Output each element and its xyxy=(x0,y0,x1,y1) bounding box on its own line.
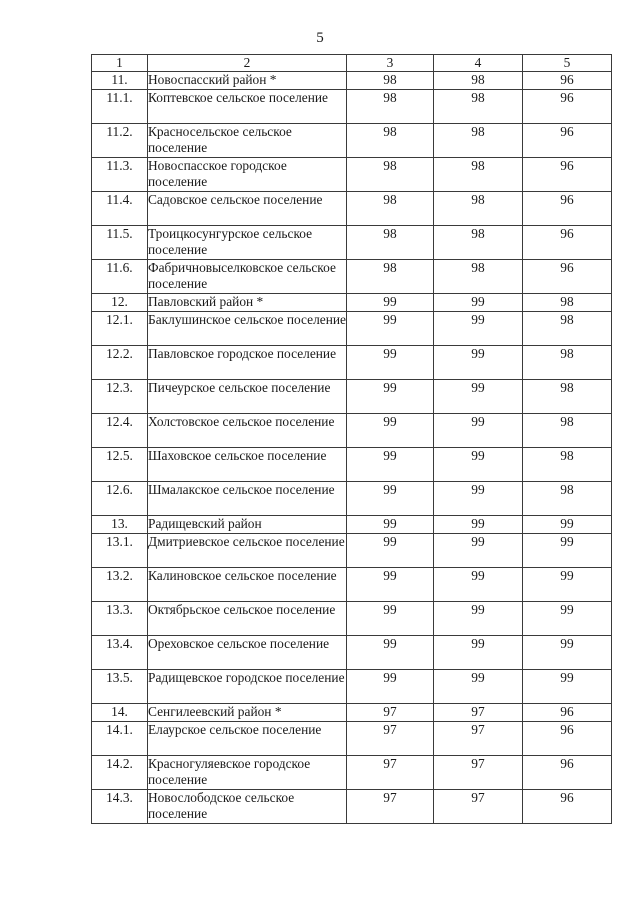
value-cell-col4: 97 xyxy=(434,756,523,790)
row-name-cell: Новослободское сельское поселение xyxy=(148,790,347,824)
settlement-row xyxy=(92,482,612,516)
value-cell-col3: 98 xyxy=(347,158,434,192)
row-name-cell: Новоспасский район * xyxy=(148,72,347,90)
settlement-row xyxy=(92,756,612,790)
value-cell-col5: 98 xyxy=(523,482,612,516)
settlement-row xyxy=(92,90,612,124)
value-cell-col3: 99 xyxy=(347,294,434,312)
value-cell-col5: 96 xyxy=(523,756,612,790)
value-cell-col5: 96 xyxy=(523,226,612,260)
value-cell-col4: 99 xyxy=(434,534,523,568)
value-cell-col3: 99 xyxy=(347,380,434,414)
column-header: 5 xyxy=(523,55,612,72)
value-cell-col5: 99 xyxy=(523,602,612,636)
row-name-cell: Красносельское сельское поселение xyxy=(148,124,347,158)
value-cell-col4: 99 xyxy=(434,670,523,704)
value-cell-col3: 99 xyxy=(347,414,434,448)
value-cell-col4: 97 xyxy=(434,704,523,722)
value-cell-col4: 99 xyxy=(434,602,523,636)
value-cell-col5: 96 xyxy=(523,90,612,124)
value-cell-col5: 98 xyxy=(523,312,612,346)
column-header: 2 xyxy=(148,55,347,72)
district-row xyxy=(92,516,612,534)
district-row xyxy=(92,72,612,90)
value-cell-col4: 99 xyxy=(434,516,523,534)
value-cell-col3: 99 xyxy=(347,482,434,516)
column-header: 1 xyxy=(92,55,148,72)
row-number-cell: 12.6. xyxy=(92,482,148,516)
row-name-cell: Ореховское сельское поселение xyxy=(148,636,347,670)
row-name-cell: Баклушинское сельское поселение xyxy=(148,312,347,346)
value-cell-col5: 98 xyxy=(523,380,612,414)
value-cell-col3: 99 xyxy=(347,534,434,568)
settlement-row xyxy=(92,722,612,756)
value-cell-col3: 98 xyxy=(347,124,434,158)
row-name-cell: Пичеурское сельское поселение xyxy=(148,380,347,414)
value-cell-col3: 99 xyxy=(347,602,434,636)
value-cell-col3: 99 xyxy=(347,346,434,380)
value-cell-col5: 96 xyxy=(523,704,612,722)
row-number-cell: 11.1. xyxy=(92,90,148,124)
value-cell-col4: 99 xyxy=(434,448,523,482)
value-cell-col5: 96 xyxy=(523,722,612,756)
row-number-cell: 12. xyxy=(92,294,148,312)
value-cell-col4: 99 xyxy=(434,312,523,346)
settlement-row xyxy=(92,346,612,380)
settlement-row xyxy=(92,790,612,824)
row-name-cell: Холстовское сельское поселение xyxy=(148,414,347,448)
value-cell-col5: 96 xyxy=(523,72,612,90)
row-name-cell: Октябрьское сельское поселение xyxy=(148,602,347,636)
value-cell-col5: 99 xyxy=(523,516,612,534)
value-cell-col3: 98 xyxy=(347,90,434,124)
settlement-row xyxy=(92,602,612,636)
row-name-cell: Шмалакское сельское поселение xyxy=(148,482,347,516)
value-cell-col5: 96 xyxy=(523,790,612,824)
row-number-cell: 13.4. xyxy=(92,636,148,670)
row-number-cell: 11.6. xyxy=(92,260,148,294)
value-cell-col5: 99 xyxy=(523,568,612,602)
row-number-cell: 13.1. xyxy=(92,534,148,568)
row-name-cell: Павловский район * xyxy=(148,294,347,312)
value-cell-col3: 97 xyxy=(347,704,434,722)
value-cell-col4: 99 xyxy=(434,414,523,448)
value-cell-col3: 97 xyxy=(347,722,434,756)
value-cell-col5: 98 xyxy=(523,448,612,482)
row-number-cell: 11.3. xyxy=(92,158,148,192)
row-name-cell: Садовское сельское поселение xyxy=(148,192,347,226)
value-cell-col5: 96 xyxy=(523,260,612,294)
row-name-cell: Троицкосунгурское сельское поселение xyxy=(148,226,347,260)
column-header: 3 xyxy=(347,55,434,72)
value-cell-col3: 97 xyxy=(347,790,434,824)
value-cell-col4: 98 xyxy=(434,158,523,192)
row-number-cell: 14.2. xyxy=(92,756,148,790)
row-name-cell: Калиновское сельское поселение xyxy=(148,568,347,602)
row-name-cell: Павловское городское поселение xyxy=(148,346,347,380)
row-number-cell: 12.2. xyxy=(92,346,148,380)
row-name-cell: Дмитриевское сельское поселение xyxy=(148,534,347,568)
value-cell-col4: 98 xyxy=(434,226,523,260)
table-header-row xyxy=(92,55,612,72)
row-number-cell: 12.1. xyxy=(92,312,148,346)
value-cell-col5: 99 xyxy=(523,534,612,568)
value-cell-col5: 98 xyxy=(523,294,612,312)
settlement-row xyxy=(92,192,612,226)
data-table xyxy=(91,54,612,824)
value-cell-col3: 98 xyxy=(347,72,434,90)
settlement-row xyxy=(92,312,612,346)
row-number-cell: 13.3. xyxy=(92,602,148,636)
row-name-cell: Радищевский район xyxy=(148,516,347,534)
value-cell-col4: 99 xyxy=(434,568,523,602)
settlement-row xyxy=(92,158,612,192)
row-name-cell: Красногуляевское городское поселение xyxy=(148,756,347,790)
value-cell-col3: 99 xyxy=(347,670,434,704)
value-cell-col3: 99 xyxy=(347,516,434,534)
value-cell-col4: 98 xyxy=(434,260,523,294)
value-cell-col5: 96 xyxy=(523,124,612,158)
value-cell-col5: 98 xyxy=(523,414,612,448)
settlement-row xyxy=(92,448,612,482)
row-name-cell: Коптевское сельское поселение xyxy=(148,90,347,124)
column-header: 4 xyxy=(434,55,523,72)
value-cell-col4: 98 xyxy=(434,72,523,90)
value-cell-col5: 96 xyxy=(523,158,612,192)
value-cell-col4: 99 xyxy=(434,346,523,380)
value-cell-col3: 99 xyxy=(347,312,434,346)
settlement-row xyxy=(92,226,612,260)
value-cell-col4: 99 xyxy=(434,380,523,414)
value-cell-col4: 98 xyxy=(434,124,523,158)
settlement-row xyxy=(92,380,612,414)
row-name-cell: Новоспасское городское поселение xyxy=(148,158,347,192)
value-cell-col5: 96 xyxy=(523,192,612,226)
value-cell-col4: 97 xyxy=(434,722,523,756)
row-name-cell: Фабричновыселковское сельское поселение xyxy=(148,260,347,294)
value-cell-col3: 99 xyxy=(347,636,434,670)
value-cell-col5: 99 xyxy=(523,636,612,670)
settlement-row xyxy=(92,124,612,158)
value-cell-col3: 98 xyxy=(347,226,434,260)
value-cell-col3: 99 xyxy=(347,448,434,482)
settlement-row xyxy=(92,670,612,704)
settlement-row xyxy=(92,568,612,602)
district-row xyxy=(92,294,612,312)
value-cell-col4: 99 xyxy=(434,636,523,670)
value-cell-col5: 98 xyxy=(523,346,612,380)
row-number-cell: 11. xyxy=(92,72,148,90)
value-cell-col3: 97 xyxy=(347,756,434,790)
row-number-cell: 13. xyxy=(92,516,148,534)
row-number-cell: 14.1. xyxy=(92,722,148,756)
value-cell-col4: 97 xyxy=(434,790,523,824)
district-row xyxy=(92,704,612,722)
settlement-row xyxy=(92,260,612,294)
value-cell-col4: 98 xyxy=(434,192,523,226)
row-number-cell: 12.4. xyxy=(92,414,148,448)
value-cell-col5: 99 xyxy=(523,670,612,704)
value-cell-col3: 98 xyxy=(347,260,434,294)
value-cell-col4: 99 xyxy=(434,482,523,516)
row-number-cell: 12.5. xyxy=(92,448,148,482)
row-number-cell: 13.2. xyxy=(92,568,148,602)
row-number-cell: 11.4. xyxy=(92,192,148,226)
settlement-row xyxy=(92,414,612,448)
row-number-cell: 12.3. xyxy=(92,380,148,414)
row-name-cell: Елаурское сельское поселение xyxy=(148,722,347,756)
row-name-cell: Шаховское сельское поселение xyxy=(148,448,347,482)
row-number-cell: 14.3. xyxy=(92,790,148,824)
row-number-cell: 13.5. xyxy=(92,670,148,704)
value-cell-col3: 99 xyxy=(347,568,434,602)
row-number-cell: 14. xyxy=(92,704,148,722)
settlement-row xyxy=(92,534,612,568)
settlement-row xyxy=(92,636,612,670)
page-number: 5 xyxy=(316,30,324,46)
row-name-cell: Сенгилеевский район * xyxy=(148,704,347,722)
row-name-cell: Радищевское городское поселение xyxy=(148,670,347,704)
row-number-cell: 11.2. xyxy=(92,124,148,158)
value-cell-col4: 99 xyxy=(434,294,523,312)
row-number-cell: 11.5. xyxy=(92,226,148,260)
value-cell-col3: 98 xyxy=(347,192,434,226)
value-cell-col4: 98 xyxy=(434,90,523,124)
